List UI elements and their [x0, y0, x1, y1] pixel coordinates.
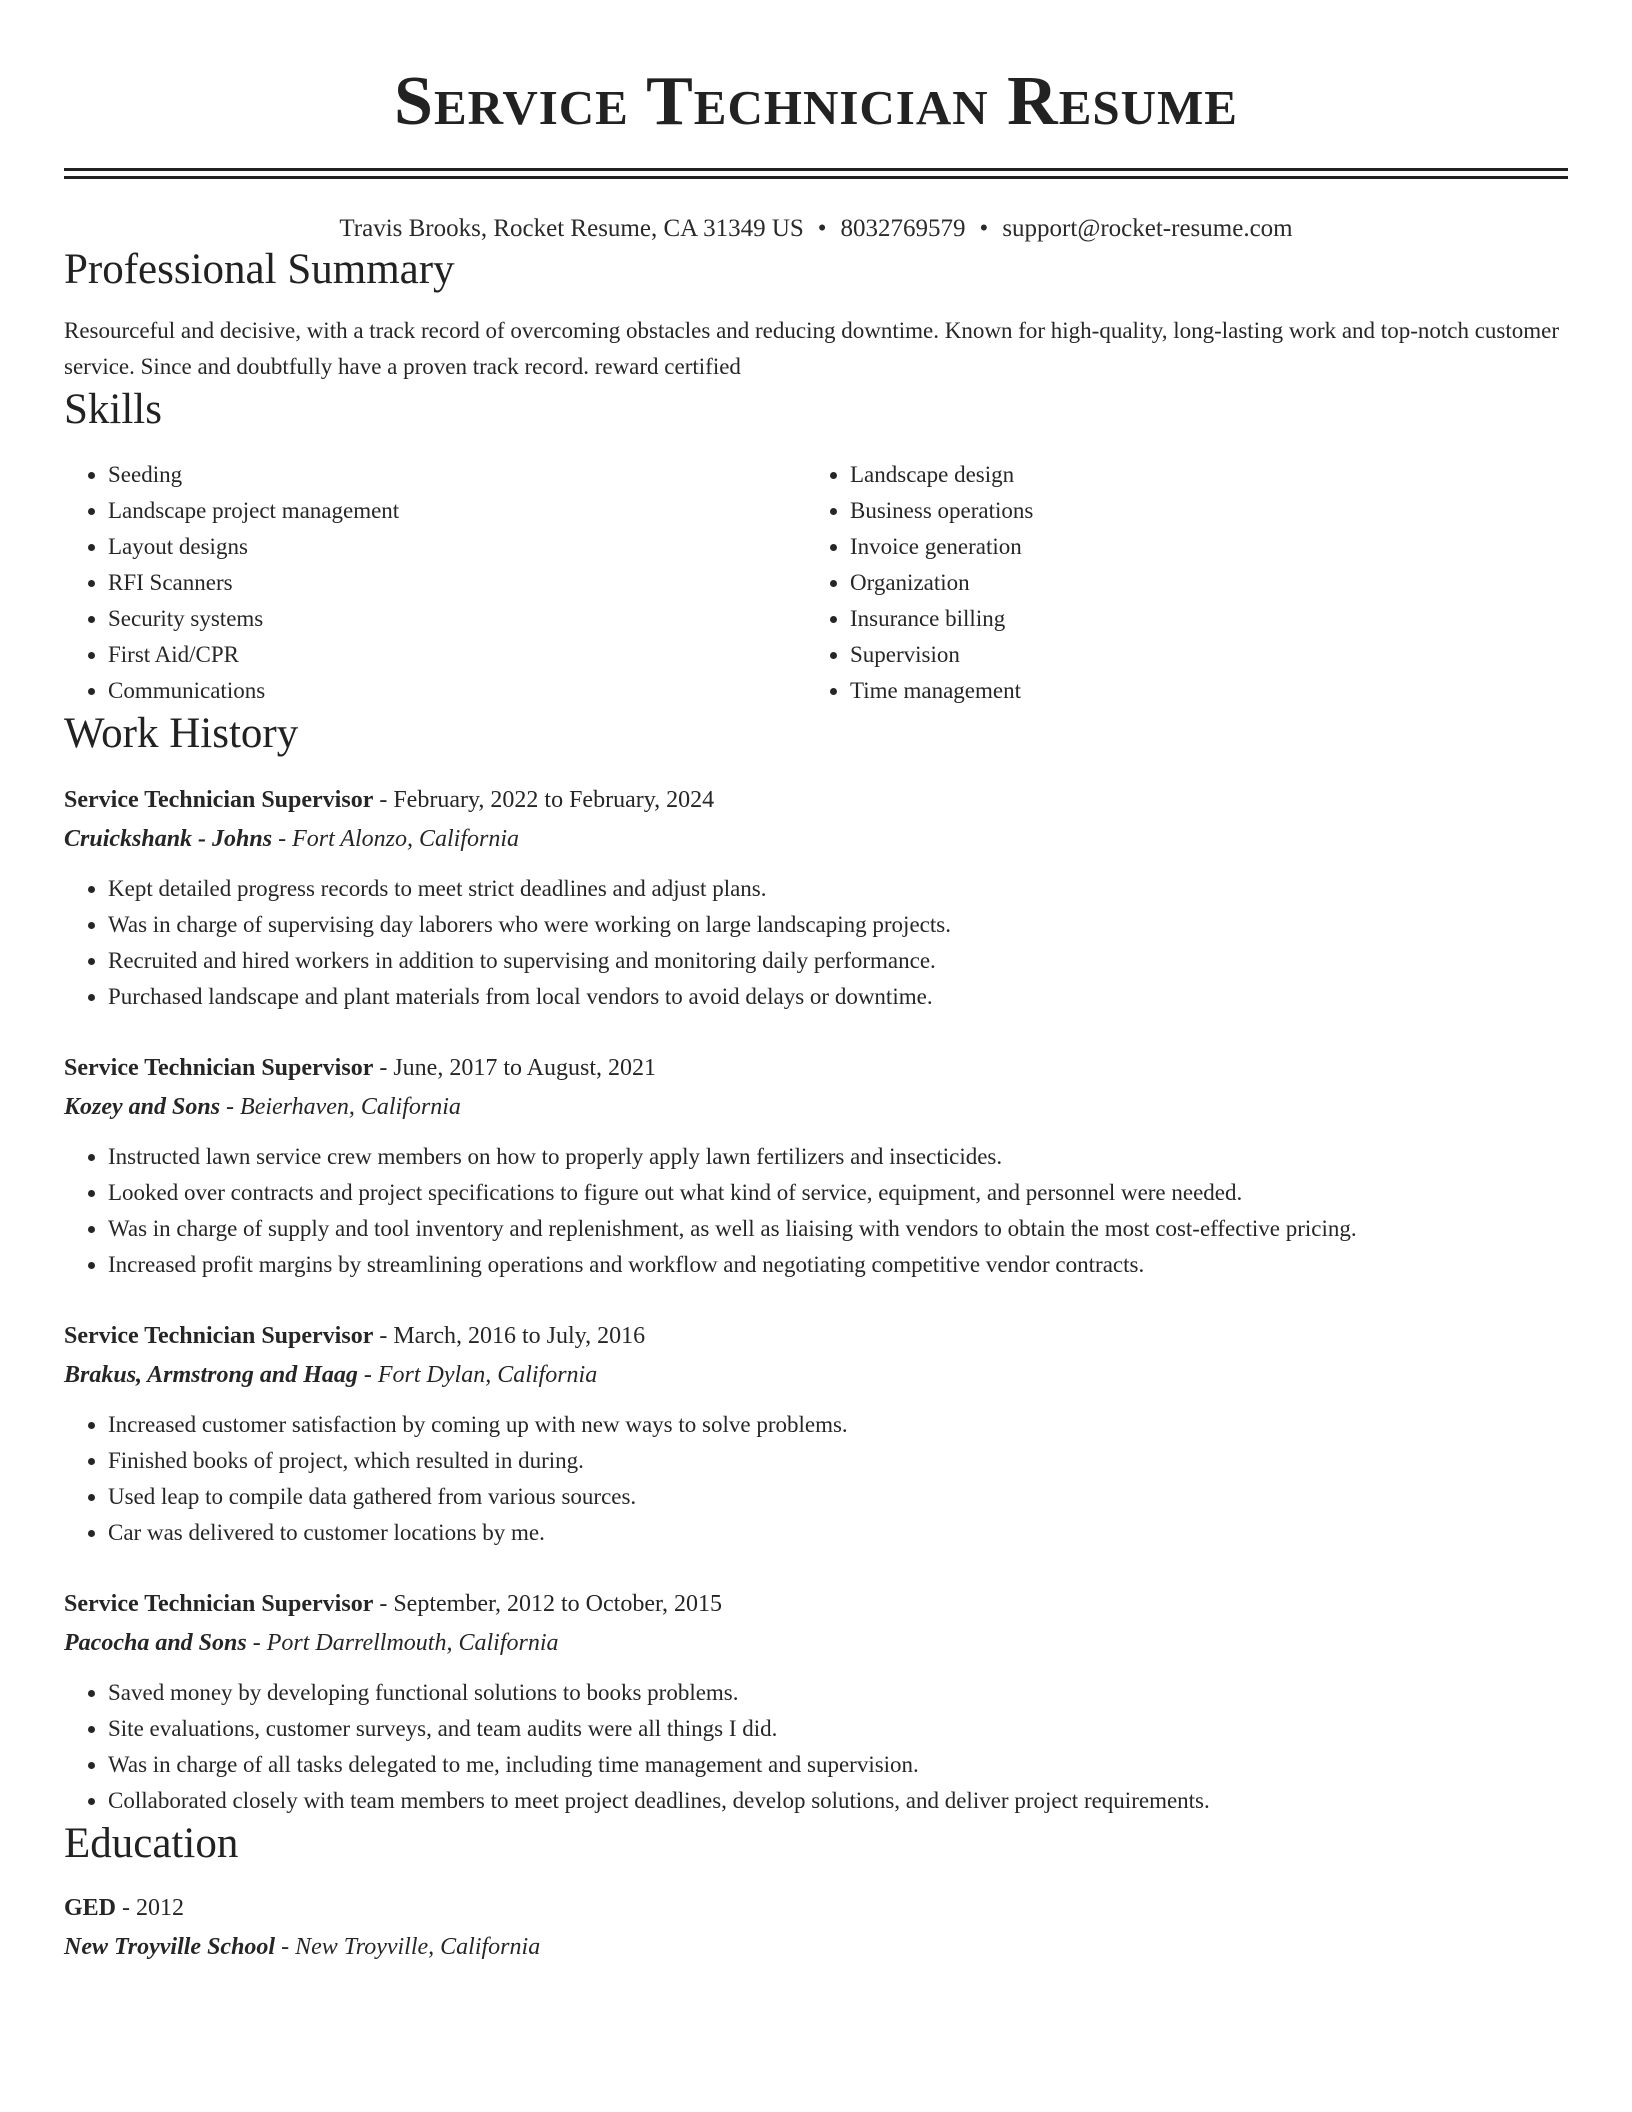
skill-item: • Invoice generation [850, 529, 1548, 565]
skill-item: • Business operations [850, 493, 1548, 529]
education-degree-line [64, 1889, 1568, 1927]
duty-item: • Was in charge of supervising day laborers who were working on large landscaping projects. [108, 907, 1568, 943]
skills-column-left [64, 457, 806, 709]
skill-item: • First Aid/CPR [108, 637, 806, 673]
duty-item: • Was in charge of all tasks delegated to me, including time management and supervision. [108, 1747, 1568, 1783]
duty-item: • Purchased landscape and plant materials from local vendors to avoid delays or downtime. [108, 979, 1568, 1015]
contact-separator: • [817, 215, 827, 242]
job-entry [64, 1317, 1568, 1551]
skill-item: • Supervision [850, 637, 1548, 673]
education-location: - New Troyville, California [275, 1934, 541, 1960]
skill-item: • Landscape design [850, 457, 1548, 493]
duty-item: • Was in charge of supply and tool inventory and replenishment, as well as liaising with vendors to obtain the most cost-effective pricing. [108, 1211, 1568, 1247]
skill-item: • Seeding [108, 457, 806, 493]
duty-item: • Kept detailed progress records to meet strict deadlines and adjust plans. [108, 871, 1568, 907]
duty-item: • Recruited and hired workers in addition to supervising and monitoring daily performance. [108, 943, 1568, 979]
job-title-line [64, 1585, 1568, 1623]
skill-item: • RFI Scanners [108, 565, 806, 601]
education-school: New Troyville School [64, 1934, 276, 1960]
contact-address: Travis Brooks, Rocket Resume, CA 31349 US [339, 215, 804, 242]
skills-column-right [806, 457, 1548, 709]
job-entry [64, 781, 1568, 1015]
job-title: Service Technician Supervisor [64, 1323, 374, 1349]
job-duties [64, 1407, 1568, 1551]
skill-item: • Layout designs [108, 529, 806, 565]
job-company-line [64, 1623, 1568, 1663]
job-location: - Fort Dylan, California [357, 1362, 598, 1388]
job-dates: - February, 2022 to February, 2024 [373, 787, 715, 813]
skill-item: • Landscape project management [108, 493, 806, 529]
duty-item: • Used leap to compile data gathered from various sources. [108, 1479, 1568, 1515]
contact-email: support@rocket-resume.com [1002, 215, 1293, 242]
job-company: Cruickshank - Johns [64, 826, 273, 852]
job-duties [64, 1139, 1568, 1283]
skills-list [64, 457, 1568, 709]
duty-item: • Looked over contracts and project specifications to figure out what kind of service, equipment, and personnel were needed. [108, 1175, 1568, 1211]
duty-item: • Increased customer satisfaction by coming up with new ways to solve problems. [108, 1407, 1568, 1443]
skill-item: • Communications [108, 673, 806, 709]
duty-item: • Site evaluations, customer surveys, and team audits were all things I did. [108, 1711, 1568, 1747]
duty-item: • Increased profit margins by streamlining operations and workflow and negotiating competitive vendor contracts. [108, 1247, 1568, 1283]
skill-item: • Security systems [108, 601, 806, 637]
job-location: - Beierhaven, California [220, 1094, 461, 1120]
contact-phone: 8032769579 [840, 215, 966, 242]
title-divider [64, 168, 1568, 179]
education-heading: Education [64, 1820, 239, 1867]
job-location: - Port Darrellmouth, California [246, 1630, 559, 1656]
resume-title: Service Technician Resume [394, 63, 1238, 140]
job-title-line [64, 781, 1568, 819]
contact-separator: • [979, 215, 989, 242]
duty-item: • Instructed lawn service crew members on how to properly apply lawn fertilizers and insecticides. [108, 1139, 1568, 1175]
education-year: - 2012 [116, 1895, 185, 1921]
contact-line [64, 213, 1568, 245]
duty-item: • Finished books of project, which resulted in during. [108, 1443, 1568, 1479]
job-title: Service Technician Supervisor [64, 1591, 374, 1617]
education-school-line [64, 1927, 1568, 1967]
skill-item: • Organization [850, 565, 1548, 601]
summary-text: Resourceful and decisive, with a track record of overcoming obstacles and reducing downtime. Known for high-quality, long-lasting work and top-notch customer service. Since and doubtfully have a proven track record. reward certified [64, 318, 1560, 379]
skill-item: • Insurance billing [850, 601, 1548, 637]
job-dates: - September, 2012 to October, 2015 [373, 1591, 723, 1617]
duty-item: • Collaborated closely with team members to meet project deadlines, develop solutions, and deliver project requirements. [108, 1783, 1568, 1819]
duty-item: • Car was delivered to customer locations by me. [108, 1515, 1568, 1551]
job-company: Brakus, Armstrong and Haag [64, 1362, 358, 1388]
education-degree: GED [64, 1895, 117, 1921]
job-dates: - March, 2016 to July, 2016 [373, 1323, 646, 1349]
job-title-line [64, 1049, 1568, 1087]
job-title-line [64, 1317, 1568, 1355]
job-entry [64, 1049, 1568, 1283]
job-company: Pacocha and Sons [64, 1630, 247, 1656]
duty-item: • Saved money by developing functional solutions to books problems. [108, 1675, 1568, 1711]
job-company-line [64, 1087, 1568, 1127]
skill-item: • Time management [850, 673, 1548, 709]
job-company: Kozey and Sons [64, 1094, 221, 1120]
job-company-line [64, 819, 1568, 859]
summary-heading: Professional Summary [64, 246, 455, 293]
job-duties [64, 1675, 1568, 1819]
job-dates: - June, 2017 to August, 2021 [373, 1055, 657, 1081]
job-entry [64, 1585, 1568, 1819]
work-history-heading: Work History [64, 710, 299, 757]
job-company-line [64, 1355, 1568, 1395]
education-entry [64, 1889, 1568, 1967]
job-title: Service Technician Supervisor [64, 787, 374, 813]
job-title: Service Technician Supervisor [64, 1055, 374, 1081]
skills-heading: Skills [64, 386, 162, 433]
job-duties [64, 871, 1568, 1015]
job-location: - Fort Alonzo, California [272, 826, 519, 852]
